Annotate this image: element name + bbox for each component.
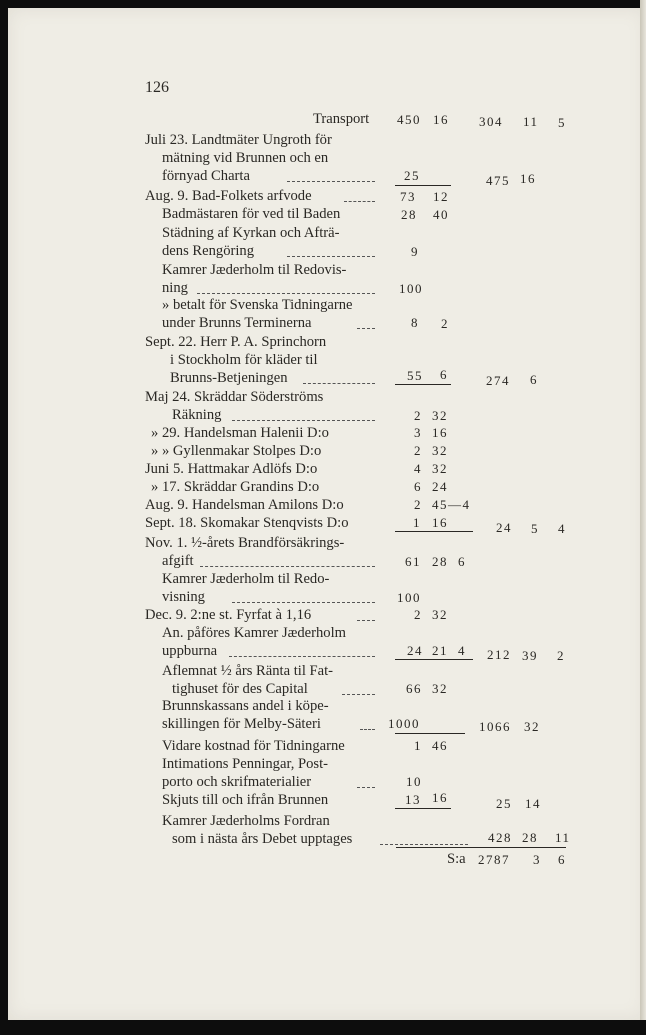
dot-leader (344, 201, 375, 202)
amount: 12 (433, 189, 449, 204)
entry-line: Sept. 22. Herr P. A. Sprinchorn (145, 334, 327, 350)
subtotal: 28 (522, 830, 538, 845)
subtotal: 274 (486, 373, 510, 388)
amount: 21 (432, 643, 448, 658)
subtotal: 428 (488, 830, 512, 845)
entry-line: Aug. 9. Handelsman Amilons D:o (145, 497, 344, 513)
entry-line: Kamrer Jæderholm til Redo- (162, 571, 330, 587)
entry-line: Städning af Kyrkan och Afträ- (162, 225, 340, 241)
amount: 24 (407, 643, 423, 658)
entry-line: Aflemnat ½ års Ränta til Fat- (162, 663, 334, 679)
amount: 100 (397, 590, 421, 605)
entry-line: Brunnskassans andel i köpe- (162, 698, 329, 714)
entry-line: Räkning (172, 407, 222, 423)
entry-line: afgift (162, 553, 194, 569)
amount: 32 (432, 461, 448, 476)
entry-line: mätning vid Brunnen och en (162, 150, 329, 166)
entry-line: An. påföres Kamrer Jæderholm (162, 625, 346, 641)
dot-leader (303, 383, 375, 384)
transport-value: 5 (558, 115, 566, 130)
page-number: 126 (145, 79, 169, 96)
dot-leader (200, 566, 375, 567)
amount: 66 (406, 681, 422, 696)
dot-leader (197, 293, 375, 294)
subtotal: 212 (487, 647, 511, 662)
entry-line: » betalt för Svenska Tidningarne (162, 297, 353, 313)
amount: 16 (432, 425, 448, 440)
amount: 32 (432, 408, 448, 423)
entry-line: förnyad Charta (162, 168, 250, 184)
amount: 73 (400, 189, 416, 204)
dot-leader (360, 729, 375, 730)
entry-line: Kamrer Jæderholm til Redovis- (162, 262, 347, 278)
sum-rule (395, 808, 451, 809)
dot-leader (380, 844, 468, 845)
amount: 3 (414, 425, 422, 440)
entry-line: uppburna (162, 643, 218, 659)
subtotal: 16 (520, 171, 536, 186)
total-value: 6 (558, 852, 566, 867)
dot-leader (357, 328, 375, 329)
amount: 24 (432, 479, 448, 494)
dot-leader (287, 181, 375, 182)
amount: 46 (432, 738, 448, 753)
subtotal: 11 (555, 830, 571, 845)
subtotal: 39 (522, 648, 538, 663)
amount: 13 (405, 792, 421, 807)
entry-line: i Stockholm för kläder til (170, 352, 318, 368)
entry-line: » 17. Skräddar Grandins D:o (151, 479, 320, 495)
amount: 6 (458, 554, 466, 569)
dot-leader (232, 420, 375, 421)
total-rule (396, 847, 566, 848)
entry-line: skillingen för Melby-Säteri (162, 716, 321, 732)
subtotal: 5 (531, 521, 539, 536)
subtotal: 32 (524, 719, 540, 734)
amount: 28 (432, 554, 448, 569)
entry-line: under Brunns Terminerna (162, 315, 312, 331)
transport-value: 16 (433, 112, 449, 127)
amount: 9 (411, 244, 419, 259)
entry-line: Nov. 1. ½-årets Brandförsäkrings- (145, 535, 345, 551)
amount: 2 (414, 607, 422, 622)
amount: 8 (411, 315, 419, 330)
sum-rule (395, 659, 473, 660)
dot-leader (229, 656, 375, 657)
amount: 4 (414, 461, 422, 476)
amount: 2 (414, 443, 422, 458)
amount: 2 (441, 316, 449, 331)
amount: 61 (405, 554, 421, 569)
entry-line: Badmästaren för ved til Baden (162, 206, 341, 222)
entry-line: dens Rengöring (162, 243, 255, 259)
entry-line: » 29. Handelsman Halenii D:o (151, 425, 329, 441)
entry-line: som i nästa års Debet upptages (172, 831, 353, 847)
total-value: 2787 (478, 852, 510, 867)
dot-leader (287, 256, 375, 257)
entry-line: Vidare kostnad för Tidningarne (162, 738, 345, 754)
amount: 1 (414, 738, 422, 753)
subtotal: 1066 (479, 719, 511, 734)
amount: 4 (458, 643, 466, 658)
entry-line: Brunns-Betjeningen (170, 370, 288, 386)
entry-line: Juli 23. Landtmäter Ungroth för (145, 132, 332, 148)
amount: 32 (432, 607, 448, 622)
amount: 55 (407, 368, 423, 383)
amount: 100 (399, 281, 423, 296)
subtotal: 475 (486, 173, 510, 188)
amount: 16 (432, 790, 448, 805)
entry-line: tighuset för des Capital (172, 681, 308, 697)
sum-rule (395, 185, 451, 186)
dot-leader (232, 602, 375, 603)
amount: 10 (406, 774, 422, 789)
amount: 2 (414, 408, 422, 423)
sum-rule (395, 384, 451, 385)
entry-line: Dec. 9. 2:ne st. Fyrfat à 1,16 (145, 607, 312, 623)
subtotal: 25 (496, 796, 512, 811)
amount: 16 (432, 515, 448, 530)
sum-rule (395, 733, 465, 734)
amount: 6 (440, 367, 448, 382)
dot-leader (342, 694, 375, 695)
entry-line: Sept. 18. Skomakar Stenqvists D:o (145, 515, 349, 531)
amount: 32 (432, 443, 448, 458)
amount: 6 (414, 479, 422, 494)
subtotal: 4 (558, 521, 566, 536)
entry-line: Intimations Penningar, Post- (162, 756, 329, 772)
entry-line: Skjuts till och ifrån Brunnen (162, 792, 329, 808)
transport-label: Transport (313, 111, 370, 127)
entry-line: Juni 5. Hattmakar Adlöfs D:o (145, 461, 318, 477)
dot-leader (357, 620, 375, 621)
transport-value: 11 (523, 114, 539, 129)
entry-line: porto och skrifmaterialier (162, 774, 312, 790)
entry-line: Maj 24. Skräddar Söderströms (145, 389, 324, 405)
subtotal: 6 (530, 372, 538, 387)
entry-line: ning (162, 280, 188, 296)
amount: 1 (413, 515, 421, 530)
amount: 45—4 (432, 497, 471, 512)
entry-line: » » Gyllenmakar Stolpes D:o (151, 443, 322, 459)
entry-line: Kamrer Jæderholms Fordran (162, 813, 330, 829)
sum-rule (395, 531, 473, 532)
transport-value: 304 (479, 114, 503, 129)
subtotal: 14 (525, 796, 541, 811)
transport-value: 450 (397, 112, 421, 127)
total-label: S:a (447, 851, 466, 867)
entry-line: Aug. 9. Bad-Folkets arfvode (145, 188, 312, 204)
subtotal: 2 (557, 648, 565, 663)
page-edge (640, 0, 646, 1020)
amount: 25 (404, 168, 420, 183)
amount: 32 (432, 681, 448, 696)
amount: 28 (401, 207, 417, 222)
total-value: 3 (533, 852, 541, 867)
scan-border (0, 1020, 646, 1035)
amount: 1000 (388, 716, 420, 731)
subtotal: 24 (496, 520, 512, 535)
amount: 40 (433, 207, 449, 222)
amount: 2 (414, 497, 422, 512)
dot-leader (357, 787, 375, 788)
entry-line: visning (162, 589, 205, 605)
